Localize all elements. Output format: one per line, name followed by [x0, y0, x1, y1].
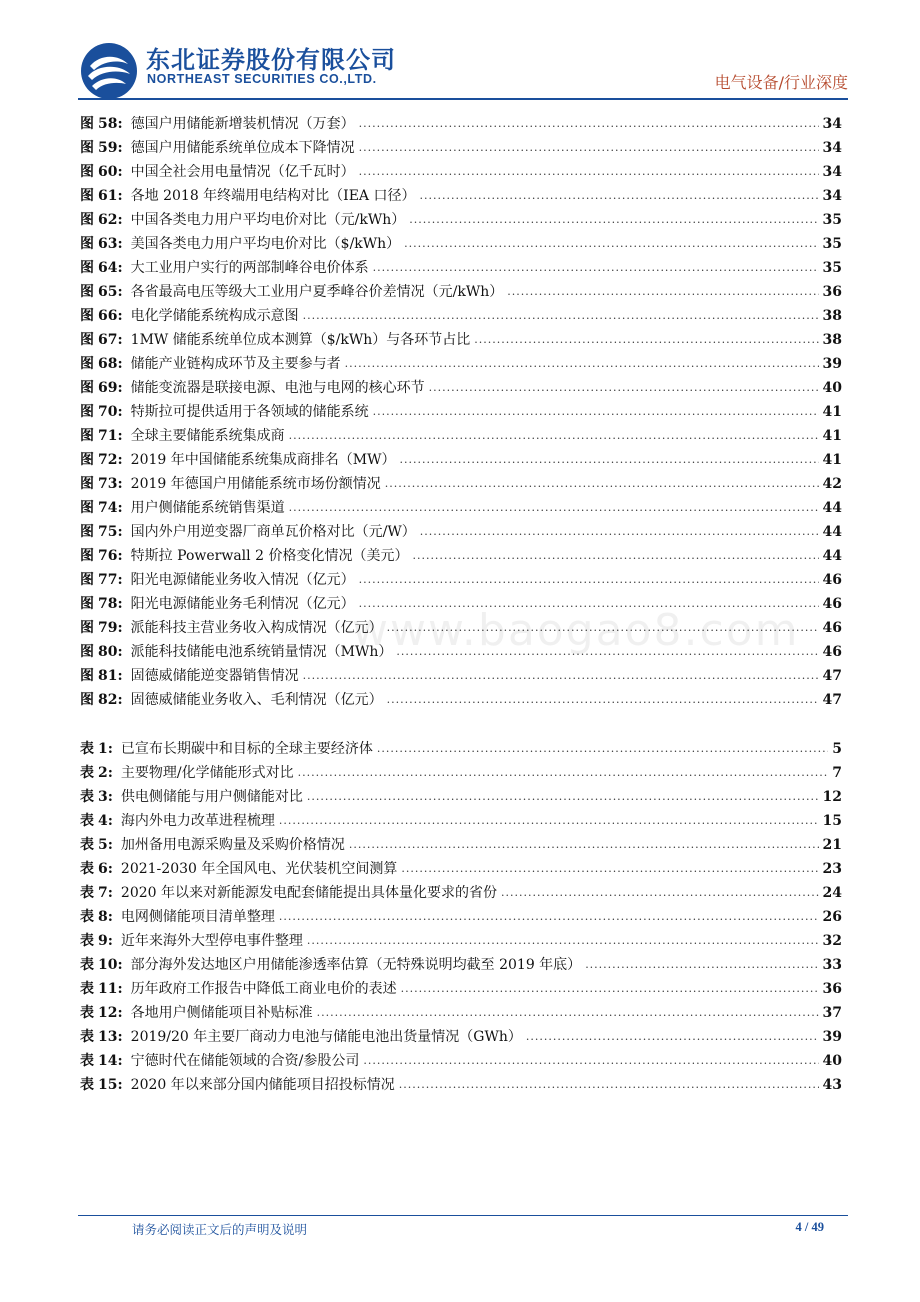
table-index-row[interactable]	[80, 903, 842, 927]
toc-leader-dots	[303, 666, 819, 686]
table-index-row[interactable]	[80, 831, 842, 855]
toc-entry-title: 各地用户侧储能项目补贴标准	[130, 1005, 313, 1021]
toc-leader-dots	[279, 811, 819, 831]
company-logo-icon	[80, 42, 138, 100]
toc-entry-title: 电化学储能系统构成示意图	[130, 308, 299, 324]
toc-entry-title: 用户侧储能系统销售渠道	[130, 500, 285, 516]
toc-entry-title: 阳光电源储能业务毛利情况（亿元）	[130, 596, 355, 612]
toc-entry-number: 11:	[98, 981, 123, 997]
toc-entry-page: 15	[822, 813, 842, 829]
toc-entry-number: 5:	[98, 837, 113, 853]
toc-entry-page: 41	[822, 428, 842, 444]
toc-leader-dots	[401, 979, 819, 999]
toc-entry-prefix: 图	[80, 452, 94, 468]
toc-entry-page: 34	[822, 116, 842, 132]
toc-entry-number: 10:	[98, 957, 123, 973]
toc-entry-number: 61:	[98, 188, 123, 204]
toc-entry-prefix: 图	[80, 116, 94, 132]
toc-entry-title: 主要物理/化学储能形式对比	[120, 765, 294, 781]
figure-index-row[interactable]	[80, 518, 842, 542]
toc-leader-dots	[385, 474, 819, 494]
toc-entry-title: 全球主要储能系统集成商	[130, 428, 285, 444]
toc-entry-number: 14:	[98, 1053, 123, 1069]
toc-leader-dots	[298, 763, 829, 783]
toc-entry-number: 4:	[98, 813, 113, 829]
toc-entry-prefix: 图	[80, 500, 94, 516]
toc-entry-page: 35	[822, 236, 842, 252]
toc-entry-title: 国内外户用逆变器厂商单瓦价格对比（元/W）	[130, 524, 416, 540]
table-index-row[interactable]	[80, 975, 842, 999]
figure-index-row[interactable]	[80, 134, 842, 158]
toc-leader-dots	[359, 570, 819, 590]
figure-index-row[interactable]	[80, 662, 842, 686]
toc-entry-title: 特斯拉 Powerwall 2 价格变化情况（美元）	[130, 548, 409, 564]
toc-entry-title: 固德威储能逆变器销售情况	[130, 668, 299, 684]
toc-entry-title: 电网侧储能项目清单整理	[120, 909, 275, 925]
toc-entry-title: 美国各类电力用户平均电价对比（$/kWh）	[130, 236, 401, 252]
toc-leader-dots	[474, 330, 818, 350]
toc-entry-prefix: 图	[80, 260, 94, 276]
toc-leader-dots	[359, 594, 819, 614]
toc-entry-page: 37	[822, 1005, 842, 1021]
figure-index-row[interactable]	[80, 278, 842, 302]
toc-entry-number: 74:	[98, 500, 123, 516]
toc-entry-number: 6:	[98, 861, 113, 877]
toc-entry-title: 中国各类电力用户平均电价对比（元/kWh）	[130, 212, 406, 228]
toc-entry-page: 36	[822, 284, 842, 300]
toc-entry-title: 海内外电力改革进程梳理	[120, 813, 275, 829]
toc-entry-title: 中国全社会用电量情况（亿千瓦时）	[130, 164, 355, 180]
figure-index-row[interactable]	[80, 254, 842, 278]
toc-leader-dots	[289, 498, 819, 518]
company-name-cn: 东北证券股份有限公司	[146, 46, 396, 74]
toc-entry-page: 26	[822, 909, 842, 925]
toc-entry-page: 33	[822, 957, 842, 973]
toc-entry-title: 供电侧储能与用户侧储能对比	[120, 789, 303, 805]
toc-entry-title: 2019 年德国户用储能系统市场份额情况	[130, 476, 381, 492]
toc-leader-dots	[359, 138, 819, 158]
report-section-tag: 电气设备/行业深度	[714, 73, 848, 92]
toc-entry-number: 78:	[98, 596, 123, 612]
toc-entry-number: 65:	[98, 284, 123, 300]
toc-entry-prefix: 表	[80, 909, 94, 925]
toc-entry-prefix: 表	[80, 1005, 94, 1021]
table-index-list	[80, 735, 842, 1095]
toc-leader-dots	[399, 450, 818, 470]
toc-entry-number: 69:	[98, 380, 123, 396]
toc-leader-dots	[363, 1051, 818, 1071]
toc-entry-number: 75:	[98, 524, 123, 540]
table-index-row[interactable]	[80, 951, 842, 975]
toc-entry-number: 72:	[98, 452, 123, 468]
figure-index-row[interactable]	[80, 638, 842, 662]
table-index-row[interactable]	[80, 783, 842, 807]
toc-leader-dots	[399, 1075, 819, 1095]
toc-entry-number: 60:	[98, 164, 123, 180]
toc-leader-dots	[307, 787, 819, 807]
toc-entry-number: 62:	[98, 212, 123, 228]
header-divider	[78, 98, 848, 100]
toc-leader-dots	[387, 618, 819, 638]
toc-entry-page: 24	[822, 885, 842, 901]
table-index-row[interactable]	[80, 879, 842, 903]
toc-entry-prefix: 图	[80, 404, 94, 420]
toc-entry-number: 9:	[98, 933, 113, 949]
toc-entry-page: 41	[822, 452, 842, 468]
toc-entry-prefix: 图	[80, 476, 94, 492]
figure-index-row[interactable]	[80, 422, 842, 446]
toc-leader-dots	[429, 378, 819, 398]
toc-entry-prefix: 图	[80, 548, 94, 564]
toc-entry-page: 32	[822, 933, 842, 949]
toc-entry-page: 47	[822, 668, 842, 684]
table-index-row[interactable]	[80, 807, 842, 831]
toc-entry-title: 1MW 储能系统单位成本测算（$/kWh）与各环节占比	[130, 332, 471, 348]
toc-entry-page: 47	[822, 692, 842, 708]
toc-leader-dots	[401, 859, 818, 879]
toc-entry-title: 2021-2030 年全国风电、光伏装机空间测算	[120, 861, 398, 877]
toc-entry-prefix: 图	[80, 572, 94, 588]
toc-entry-prefix: 图	[80, 596, 94, 612]
table-index-row[interactable]	[80, 735, 842, 759]
toc-entry-page: 46	[822, 596, 842, 612]
company-name-en: NORTHEAST SECURITIES CO.,LTD.	[147, 72, 377, 86]
toc-entry-title: 派能科技主营业务收入构成情况（亿元）	[130, 620, 383, 636]
table-index-row[interactable]	[80, 1047, 842, 1071]
toc-entry-prefix: 表	[80, 1029, 94, 1045]
toc-leader-dots	[501, 883, 819, 903]
figure-index-row[interactable]	[80, 542, 842, 566]
figure-index-row[interactable]	[80, 230, 842, 254]
toc-entry-page: 46	[822, 620, 842, 636]
toc-entry-page: 44	[822, 524, 842, 540]
toc-entry-number: 63:	[98, 236, 123, 252]
footer-divider	[78, 1215, 848, 1216]
toc-entry-prefix: 表	[80, 957, 94, 973]
toc-entry-title: 宁德时代在储能领域的合资/参股公司	[130, 1053, 360, 1069]
toc-entry-title: 2019/20 年主要厂商动力电池与储能电池出货量情况（GWh）	[130, 1029, 522, 1045]
figure-index-row[interactable]	[80, 350, 842, 374]
toc-entry-prefix: 表	[80, 789, 94, 805]
toc-entry-page: 36	[822, 981, 842, 997]
toc-entry-prefix: 图	[80, 668, 94, 684]
toc-leader-dots	[396, 642, 818, 662]
toc-entry-prefix: 图	[80, 164, 94, 180]
toc-entry-prefix: 图	[80, 308, 94, 324]
toc-leader-dots	[317, 1003, 819, 1023]
figure-index-row[interactable]	[80, 398, 842, 422]
toc-entry-prefix: 表	[80, 861, 94, 877]
toc-entry-title: 各地 2018 年终端用电结构对比（IEA 口径）	[130, 188, 416, 204]
toc-entry-prefix: 图	[80, 428, 94, 444]
figure-index-row[interactable]	[80, 374, 842, 398]
toc-entry-number: 58:	[98, 116, 123, 132]
toc-entry-title: 近年来海外大型停电事件整理	[120, 933, 303, 949]
toc-entry-number: 79:	[98, 620, 123, 636]
toc-entry-page: 41	[822, 404, 842, 420]
toc-entry-prefix: 表	[80, 981, 94, 997]
table-index-row[interactable]	[80, 999, 842, 1023]
table-index-row[interactable]	[80, 927, 842, 951]
toc-entry-page: 43	[822, 1077, 842, 1093]
figure-index-row[interactable]	[80, 614, 842, 638]
toc-leader-dots	[420, 186, 819, 206]
toc-entry-page: 38	[822, 332, 842, 348]
toc-entry-number: 71:	[98, 428, 123, 444]
toc-entry-title: 2020 年以来对新能源发电配套储能提出具体量化要求的省份	[120, 885, 497, 901]
toc-entry-prefix: 图	[80, 140, 94, 156]
toc-entry-prefix: 图	[80, 620, 94, 636]
toc-entry-page: 7	[832, 765, 842, 781]
toc-entry-prefix: 表	[80, 765, 94, 781]
figure-index-row[interactable]	[80, 110, 842, 134]
figure-index-row[interactable]	[80, 326, 842, 350]
watermark: www.baogao8.com	[352, 605, 800, 656]
toc-entry-title: 储能产业链构成环节及主要参与者	[130, 356, 341, 372]
toc-entry-page: 34	[822, 188, 842, 204]
figure-index-row[interactable]	[80, 302, 842, 326]
toc-entry-number: 68:	[98, 356, 123, 372]
toc-entry-prefix: 图	[80, 380, 94, 396]
toc-leader-dots	[303, 306, 819, 326]
toc-leader-dots	[373, 258, 819, 278]
toc-entry-title: 已宣布长期碳中和目标的全球主要经济体	[120, 741, 373, 757]
toc-entry-number: 82:	[98, 692, 123, 708]
toc-entry-title: 固德威储能业务收入、毛利情况（亿元）	[130, 692, 383, 708]
toc-entry-number: 59:	[98, 140, 123, 156]
toc-entry-page: 34	[822, 140, 842, 156]
toc-entry-title: 部分海外发达地区户用储能渗透率估算（无特殊说明均截至 2019 年底）	[130, 957, 582, 973]
toc-entry-page: 46	[822, 572, 842, 588]
page-number: 4 / 49	[795, 1220, 824, 1234]
toc-entry-number: 3:	[98, 789, 113, 805]
footer-disclaimer: 请务必阅读正文后的声明及说明	[132, 1222, 308, 1237]
figure-index-row[interactable]	[80, 590, 842, 614]
toc-entry-title: 德国户用储能系统单位成本下降情况	[130, 140, 355, 156]
toc-entry-number: 73:	[98, 476, 123, 492]
page-header	[0, 0, 920, 100]
figure-index-row[interactable]	[80, 566, 842, 590]
toc-entry-title: 阳光电源储能业务收入情况（亿元）	[130, 572, 355, 588]
toc-entry-prefix: 图	[80, 188, 94, 204]
toc-entry-page: 35	[822, 212, 842, 228]
toc-entry-prefix: 表	[80, 837, 94, 853]
toc-entry-page: 44	[822, 500, 842, 516]
toc-leader-dots	[387, 690, 819, 710]
toc-entry-title: 加州备用电源采购量及采购价格情况	[120, 837, 345, 853]
toc-entry-page: 35	[822, 260, 842, 276]
toc-entry-number: 64:	[98, 260, 123, 276]
toc-entry-prefix: 表	[80, 885, 94, 901]
toc-leader-dots	[349, 835, 819, 855]
toc-entry-page: 46	[822, 644, 842, 660]
toc-entry-prefix: 图	[80, 212, 94, 228]
toc-entry-page: 12	[822, 789, 842, 805]
figure-index-row[interactable]	[80, 686, 842, 710]
toc-entry-title: 2019 年中国储能系统集成商排名（MW）	[130, 452, 396, 468]
table-index-row[interactable]	[80, 759, 842, 783]
toc-leader-dots	[307, 931, 819, 951]
toc-entry-prefix: 表	[80, 1077, 94, 1093]
toc-entry-title: 储能变流器是联接电源、电池与电网的核心环节	[130, 380, 425, 396]
toc-entry-page: 5	[832, 741, 842, 757]
toc-entry-number: 12:	[98, 1005, 123, 1021]
figure-index-row[interactable]	[80, 470, 842, 494]
figure-index-list	[80, 110, 842, 710]
toc-entry-prefix: 表	[80, 933, 94, 949]
toc-entry-number: 7:	[98, 885, 113, 901]
toc-entry-number: 8:	[98, 909, 113, 925]
toc-entry-number: 13:	[98, 1029, 123, 1045]
toc-entry-page: 42	[822, 476, 842, 492]
figure-index-row[interactable]	[80, 494, 842, 518]
toc-leader-dots	[279, 907, 819, 927]
toc-entry-title: 历年政府工作报告中降低工商业电价的表述	[130, 981, 397, 997]
toc-entry-prefix: 图	[80, 644, 94, 660]
toc-entry-number: 15:	[98, 1077, 123, 1093]
toc-leader-dots	[289, 426, 819, 446]
toc-entry-prefix: 图	[80, 236, 94, 252]
toc-entry-title: 德国户用储能新增装机情况（万套）	[130, 116, 355, 132]
toc-entry-number: 70:	[98, 404, 123, 420]
table-index-row[interactable]	[80, 1023, 842, 1047]
toc-entry-number: 76:	[98, 548, 123, 564]
figure-index-row[interactable]	[80, 206, 842, 230]
figure-index-row[interactable]	[80, 446, 842, 470]
toc-entry-title: 派能科技储能电池系统销量情况（MWh）	[130, 644, 393, 660]
toc-entry-prefix: 图	[80, 692, 94, 708]
toc-leader-dots	[412, 546, 818, 566]
toc-entry-title: 特斯拉可提供适用于各领域的储能系统	[130, 404, 369, 420]
toc-entry-page: 39	[822, 356, 842, 372]
toc-entry-page: 40	[822, 1053, 842, 1069]
toc-entry-title: 各省最高电压等级大工业用户夏季峰谷价差情况（元/kWh）	[130, 284, 504, 300]
toc-leader-dots	[404, 234, 818, 254]
toc-entry-title: 2020 年以来部分国内储能项目招投标情况	[130, 1077, 395, 1093]
figure-index-row[interactable]	[80, 158, 842, 182]
toc-entry-page: 39	[822, 1029, 842, 1045]
toc-entry-number: 67:	[98, 332, 123, 348]
toc-entry-prefix: 图	[80, 524, 94, 540]
toc-entry-title: 大工业用户实行的两部制峰谷电价体系	[130, 260, 369, 276]
toc-leader-dots	[409, 210, 818, 230]
toc-leader-dots	[507, 282, 818, 302]
toc-entry-number: 80:	[98, 644, 123, 660]
toc-entry-page: 34	[822, 164, 842, 180]
toc-leader-dots	[585, 955, 818, 975]
toc-entry-prefix: 表	[80, 813, 94, 829]
figure-index-row[interactable]	[80, 182, 842, 206]
toc-entry-page: 21	[822, 837, 842, 853]
toc-entry-number: 81:	[98, 668, 123, 684]
toc-entry-page: 38	[822, 308, 842, 324]
toc-leader-dots	[359, 114, 819, 134]
toc-entry-number: 1:	[98, 741, 113, 757]
toc-entry-number: 66:	[98, 308, 123, 324]
toc-entry-prefix: 图	[80, 284, 94, 300]
table-index-row[interactable]	[80, 855, 842, 879]
toc-entry-number: 2:	[98, 765, 113, 781]
toc-entry-number: 77:	[98, 572, 123, 588]
toc-entry-prefix: 表	[80, 1053, 94, 1069]
toc-entry-page: 40	[822, 380, 842, 396]
toc-entry-page: 23	[822, 861, 842, 877]
toc-entry-page: 44	[822, 548, 842, 564]
toc-leader-dots	[359, 162, 819, 182]
toc-entry-prefix: 图	[80, 356, 94, 372]
toc-entry-prefix: 图	[80, 332, 94, 348]
toc-leader-dots	[373, 402, 819, 422]
table-index-row[interactable]	[80, 1071, 842, 1095]
toc-leader-dots	[420, 522, 819, 542]
toc-leader-dots	[377, 739, 828, 759]
toc-leader-dots	[526, 1027, 819, 1047]
toc-leader-dots	[345, 354, 819, 374]
toc-entry-prefix: 表	[80, 741, 94, 757]
